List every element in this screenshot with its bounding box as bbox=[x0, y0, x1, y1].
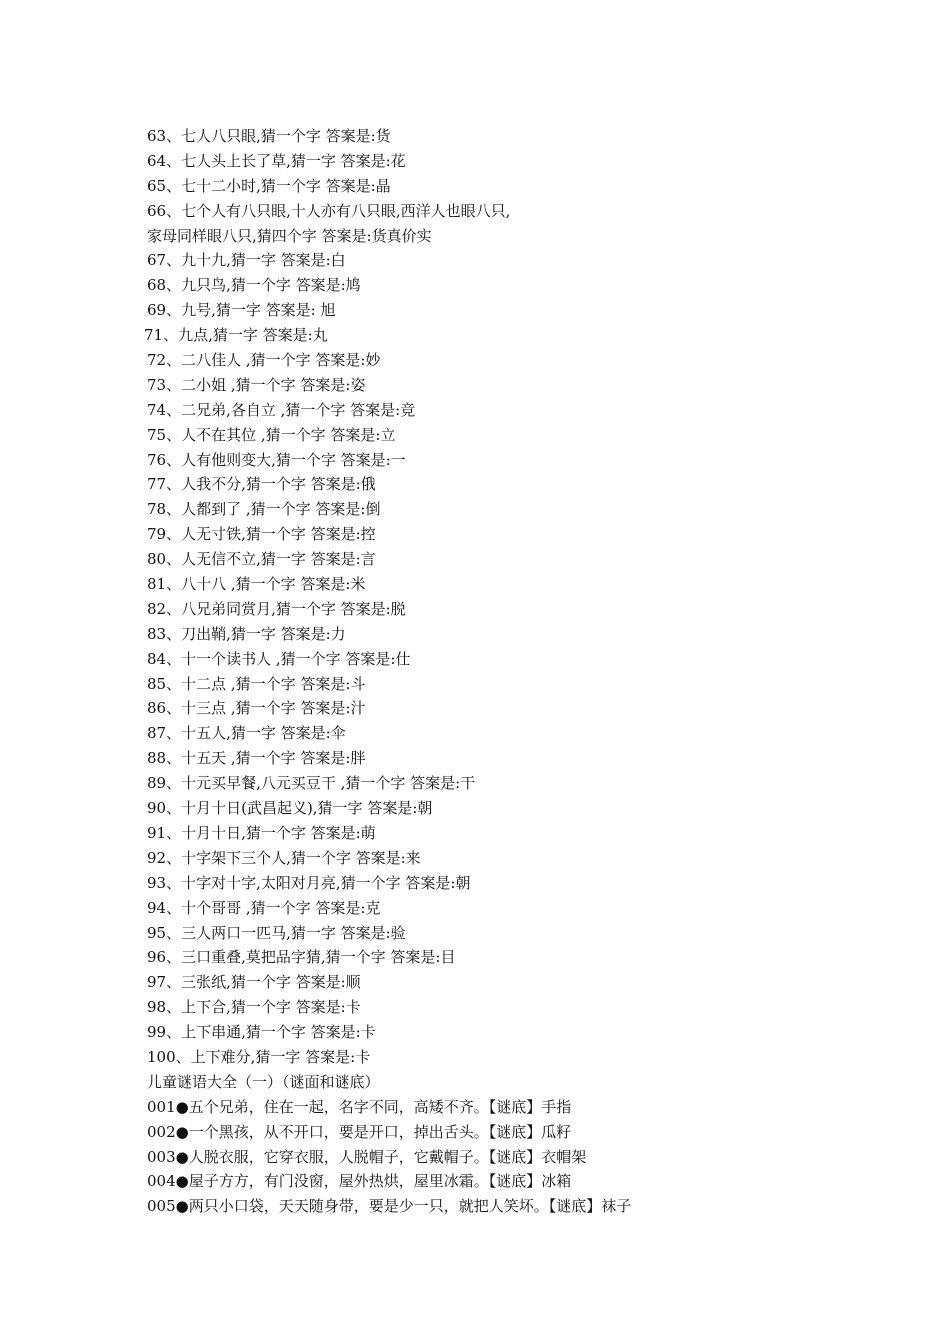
text-line: 96、三口重叠,莫把品字猜,猜一个字 答案是:目 bbox=[147, 948, 456, 967]
text-line: 87、十五人,猜一字 答案是:伞 bbox=[147, 724, 346, 743]
riddle-item: 005●两只小口袋，天天随身带，要是少一只，就把人笑坏。【谜底】袜子 bbox=[147, 1197, 632, 1216]
text-line: 91、十月十日,猜一个字 答案是:萌 bbox=[147, 823, 376, 842]
text-line: 63、七人八只眼,猜一个字 答案是:货 bbox=[147, 127, 391, 145]
riddle-item: 003●人脱衣服，它穿衣服，人脱帽子，它戴帽子。【谜底】衣帽架 bbox=[147, 1147, 587, 1166]
text-line: 85、十二点 ,猜一个字 答案是:斗 bbox=[147, 674, 366, 693]
text-line: 75、人不在其位 ,猜一个字 答案是:立 bbox=[147, 425, 396, 444]
text-line: 66、七个人有八只眼,十人亦有八只眼,西洋人也眼八只, bbox=[147, 201, 511, 220]
text-line: 78、人都到了 ,猜一个字 答案是:倒 bbox=[147, 500, 381, 519]
text-line: 65、七十二小时,猜一个字 答案是:晶 bbox=[147, 176, 391, 195]
text-line: 69、九号,猜一字 答案是: 旭 bbox=[147, 301, 336, 320]
riddle-item: 002●一个黑孩，从不开口，要是开口，掉出舌头。【谜底】瓜籽 bbox=[147, 1122, 572, 1141]
text-line: 81、八十八 ,猜一个字 答案是:米 bbox=[147, 575, 366, 594]
text-line: 72、二八佳人 ,猜一个字 答案是:妙 bbox=[147, 351, 381, 370]
text-line: 97、三张纸,猜一个字 答案是:顺 bbox=[147, 973, 361, 992]
riddle-item: 001●五个兄弟，住在一起，名字不同，高矮不齐。【谜底】手指 bbox=[147, 1097, 572, 1116]
text-line: 89、十元买早餐,八元买豆干 ,猜一个字 答案是:干 bbox=[147, 774, 476, 793]
text-line: 家母同样眼八只,猜四个字 答案是:货真价实 bbox=[147, 226, 432, 245]
text-line: 93、十字对十字,太阳对月亮,猜一个字 答案是:朝 bbox=[147, 873, 471, 892]
text-line: 74、二兄弟,各自立 ,猜一个字 答案是:竞 bbox=[147, 400, 416, 419]
text-line: 92、十字架下三个人,猜一个字 答案是:来 bbox=[147, 848, 421, 867]
text-line: 67、九十九,猜一字 答案是:白 bbox=[147, 251, 346, 270]
text-line: 76、人有他则变大,猜一个字 答案是:一 bbox=[147, 450, 406, 469]
text-line: 68、九只鸟,猜一个字 答案是:鸠 bbox=[147, 276, 361, 295]
text-line: 99、上下串通,猜一个字 答案是:卡 bbox=[147, 1023, 376, 1042]
text-line: 95、三人两口一匹马,猜一字 答案是:验 bbox=[147, 923, 406, 942]
text-line: 64、七人头上长了草,猜一字 答案是:花 bbox=[147, 151, 406, 170]
riddle-item: 004●屋子方方，有门没窗，屋外热烘，屋里冰霜。【谜底】冰箱 bbox=[147, 1172, 572, 1191]
text-line: 83、刀出鞘,猜一字 答案是:力 bbox=[147, 624, 346, 643]
text-line: 94、十个哥哥 ,猜一个字 答案是:克 bbox=[147, 898, 381, 917]
text-line: 71、九点,猜一字 答案是:丸 bbox=[144, 326, 328, 345]
text-line: 100、上下难分,猜一字 答案是:卡 bbox=[147, 1047, 371, 1066]
text-line: 86、十三点 ,猜一个字 答案是:汁 bbox=[147, 699, 366, 718]
document-body bbox=[144, 124, 847, 1219]
text-line: 79、人无寸铁,猜一个字 答案是:控 bbox=[147, 525, 376, 544]
text-line: 80、人无信不立,猜一字 答案是:言 bbox=[147, 550, 376, 569]
text-line: 77、人我不分,猜一个字 答案是:俄 bbox=[147, 475, 376, 494]
text-line: 84、十一个读书人 ,猜一个字 答案是:仕 bbox=[147, 649, 411, 668]
text-line: 82、八兄弟同赏月,猜一个字 答案是:脱 bbox=[147, 599, 406, 618]
text-line: 90、十月十日(武昌起义),猜一字 答案是:朝 bbox=[147, 799, 433, 818]
section-heading: 儿童谜语大全（一）（谜面和谜底） bbox=[147, 1072, 380, 1091]
text-line: 88、十五天 ,猜一个字 答案是:胖 bbox=[147, 749, 366, 768]
text-line: 98、上下合,猜一个字 答案是:卡 bbox=[147, 998, 361, 1017]
text-line: 73、二小姐 ,猜一个字 答案是:姿 bbox=[147, 375, 366, 394]
